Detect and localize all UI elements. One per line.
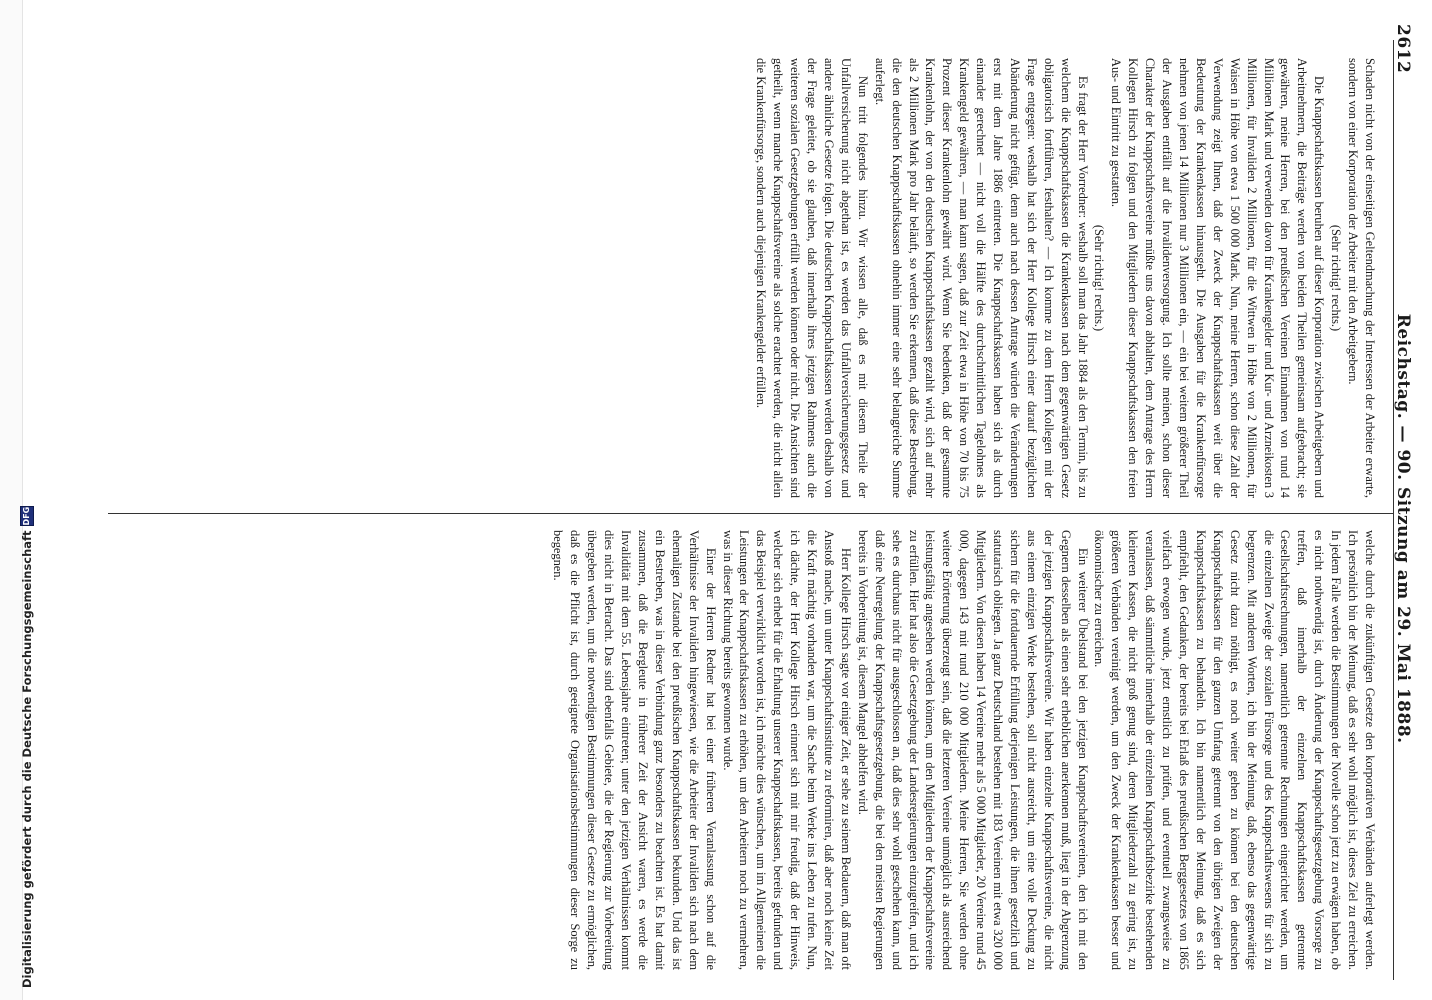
paragraph: welche durch die zukünftigen Gesetze den korporativen Verbänden auferlegt werden. Ich persönlich bin der Meinung, daß es sehr wohl möglich ist, dieses Ziel zu erreichen. In jedem Falle werden die Bestimmungen der Novelle schon jetzt zu erwägen haben, ob es nicht nothwendig ist, durch Änderung der Knappschaftsgesetzgebung Vorsorge zu treffen, daß innerhalb der einzelnen Knappschaftskassen getrennte Gesellschaftsrechnungen, namentlich getrennte Rechnungen eingerichtet werden, um die einzelnen Zweige der sozialen Fürsorge und des Knappschaftswesens für sich zu begrenzen. Mit anderen Worten, ich bin der Meinung, daß, ebenso das gegenwärtige Gesetz nicht dazu nöthigt, es noch weiter gehen zu können bei den deutschen Knappschaftskassen für den ganzen Umfang getrennt von den übrigen Zweigen der Knappschaftskassen zu behandeln. Ich bin namentlich der Meinung, daß es sich empfiehlt, den Gedanken, der bereits bei Erlaß des preußischen Berggesetzes von 1865 vielfach erwogen wurde, jetzt ernstlich zu prüfen, und eventuell zwangsweise zu veranlassen, daß sämmtliche innerhalb der einzelnen Knappschaftsbezirke bestehenden kleineren Kassen, die nicht groß genug sind, deren Mitgliederzahl zu gering ist, zu größeren Verbänden vereinigt werden, um den Zweck der Krankenkassen besser und ökonomischer zu erreichen. bbox=[1092, 530, 1377, 970]
paragraph: Einer der Herren Redner hat bei einer früheren Veranlassung schon auf die Verhältnisse der Invaliden hingewiesen, wie die Arbeiter der Invaliden sich nach dem ehemaligen Zustande bei den preußischen Knappschaftskassen bekunden. Und das ist ein Bestreben, was in dieser Verbindung ganz besonders zu beachten ist. Es hat damit zusammen, daß die Bergleute in früherer Zeit der Ansicht waren, es werde die Invalidität mit dem 55. Lebensjahre eintreten; unter den jetzigen Verhältnissen kommt dies nicht in Betracht. Das sind ebenfalls Gebiete, die der Regierung zur Vorbereitung übergeben werden, um die notwendigen Bestimmungen dieser Gesetze zu ermöglichen, daß es die Pflicht ist, durch geeignete Organisationsbestimmungen dieser Sorge zu begegnen. bbox=[551, 530, 718, 970]
paragraph: Ein weiterer Übelstand bei den jetzigen Knappschaftsvereinen, den ich mit den Gegnern desselben als einen sehr erheblichen anerkennen muß, liegt in der Abgrenzung der jetzigen Knappschaftsvereine. Wir haben einzelne Knappschaftsvereine, die nicht aus einem einzigen Werke bestehen, soll nicht ausreicht, um eine volle Deckung zu sichern für die fortdauernde Erfüllung derjenigen Leistungen, die ihnen gesetzlich und statutarisch obliegen. Ja ganz Deutschland bestehen mit 183 Vereinen mit etwa 320 000 Mitgliedern. Von diesen haben 14 Vereine mehr als 5 000 Mitglieder, 20 Vereine rund 45 000, dagegen 143 mit rund 210 000 Mitgliedern. Meine Herren, Sie werden ohne weitere Erörterung überzeugt sein, daß die letzteren Vereine unmöglich als ausreichend leistungsfähig angesehen werden können, um den Mitgliedern der Knappschaftsvereine zu erfüllen. Hier hat also die Gesetzgebung der Landesregierungen einzugreifen, und ich sehe es durchaus nicht für ausgeschlossen an, daß dies sehr wohl geschehen kann, und daß eine Neuregelung der Knappschaftsgesetzgebung, die bei den meisten Regierungen bereits in Vorbereitung ist, diesem Mangel abhelfen wird. bbox=[855, 530, 1090, 970]
column-rule bbox=[108, 513, 1393, 514]
paragraph: Herr Kollege Hirsch sagte vor einiger Zeit, er sehe zu seinem Bedauern, daß man oft Anstoß mache, um unter Knappschaftsinstitute zu reformiren, daß aber noch keine Zeit die Kraft mächtig vorhanden war, um die Sache beim Werke ins Leben zu rufen. Nun, ich dächte, der Herr Kollege Hirsch erinnert sich mit mir freudig, daß der Hinweis, welcher sich erhebt für die Erhaltung unserer Knappschaftskassen, bereits gefunden und das Beispiel verwirklicht worden ist, ich möchte dies wünschen, um im Allgemeinen die Leistungen der Knappschaftskassen zu erhöhen, um den Arbeitern noch zu vermehren, was in dieser Richtung bereits gewonnen wurde. bbox=[720, 530, 853, 970]
page-number: 2612 bbox=[1393, 24, 1413, 74]
interjection: (Sehr richtig! rechts.) bbox=[1329, 224, 1344, 332]
dfg-credit-text: Digitalisierung gefördert durch die Deutsche Forschungsgemeinschaft bbox=[20, 530, 34, 988]
paragraph: Die Knappschaftskassen beruhen auf dieser Korporation zwischen Arbeitgebern und Arbeitnehmern, die Beiträge werden von beiden Theilen gemeinsam aufgebracht; sie gewähren, meine Herren, bei den preußischen Vereinen Einnahmen von rund 14 Millionen Mark und verwenden davon für Krankengelder und Kur- und Arzneikosten 3 Millionen, für Invaliden 2 Millionen, für die Wittwen in Höhe von 2 Millionen, für Waisen in Höhe von etwa 1 500 000 Mark. Nun, meine Herren, schon diese Zahl der Verwendung zeigt Ihnen, daß der Zweck der Knappschaftskassen weit über die Bedeutung der Krankenkassen hinausgeht. Die Ausgaben für die Krankenfürsorge nehmen von jenen 14 Millionen nur 3 Millionen ein, — ein bei weitem größerer Theil der Ausgaben entfällt auf die Invalidenversorgung. Ich sollte meinen, schon dieser Charakter der Knappschaftsvereine müßte uns davon abhalten, dem Antrage des Herrn Kollegen Hirsch zu folgen und den Mitgliedern dieser Knappschaftskassen den freien Aus- und Eintritt zu gestatten. bbox=[1109, 58, 1327, 498]
interjection: (Sehr richtig! rechts.) bbox=[1092, 224, 1107, 332]
running-title: Reichstag. — 90. Sitzung am 29. Mai 1888. bbox=[1393, 313, 1413, 744]
dfg-logo: DFG bbox=[20, 506, 34, 527]
text-column-right bbox=[550, 530, 1378, 970]
page-header bbox=[1388, 24, 1418, 984]
paragraph: Nun tritt folgendes hinzu. Wir wissen alle, daß es mit diesem Theile der Unfallversicherung nicht abgethan ist, es werden das Unfallversicherungsgesetz und andere ähnliche Gesetze folgen. Die deutschen Knappschaftskassen werden deshalb von der Frage geleitet, ob sie glauben, daß innerhalb ihres jetzigen Rahmens auch die weiteren sozialen Gesetzgebungen erfüllt werden können oder nicht. Die Ansichten sind getheilt, wenn manche Knappschaftsvereine als solche erachtet werden, die nicht allein die Krankenfürsorge, sondern auch diejenigen Krankengelder erfüllen. bbox=[754, 58, 870, 498]
digitization-credit bbox=[18, 506, 36, 988]
paragraph: Es fragt der Herr Vorredner: weshalb soll man das Jahr 1884 als den Termin, bis zu welchem die Knappschaftskassen die Krankenkassen nach dem gegenwärtigen Gesetz obligatorisch fortführen, festhalten? — Ich komme zu dem Herrn Kollegen mit der Frage entgegen: weshalb hat sich der Herr Kollege Hirsch einer darauf bezüglichen Abänderung nicht gefügt, denn auch nach dessen Antrage würden die Veränderungen erst mit dem Jahre 1886 eintreten. Die Knappschaftskassen haben sich als durch einander gerechnet — nicht voll die Hälfte des durchschnittlichen Tagelohnes als Krankengeld gewähren, — man kann sagen, daß zur Zeit etwa in Höhe von 70 bis 75 Prozent dieser Krankenlohn gewährt wird. Wenn Sie bedenken, daß der gesammte Krankenlohn, der von den deutschen Knappschaftskassen gezahlt wird, sich auf mehr als 2 Millionen Mark pro Jahr beläuft, so werden Sie erkennen, daß diese Bestrebung, die den deutschen Knappschaftskassen ohnehin immer eine sehr belangreiche Summe auferlegt. bbox=[872, 58, 1090, 498]
text-column-left bbox=[752, 58, 1378, 498]
paragraph: Schaden nicht von der einseitigen Geltendmachung der Interessen der Arbeiter erwarte, sondern von einer Korporation der Arbeiter mit den Arbeitgebern. bbox=[1346, 58, 1377, 498]
